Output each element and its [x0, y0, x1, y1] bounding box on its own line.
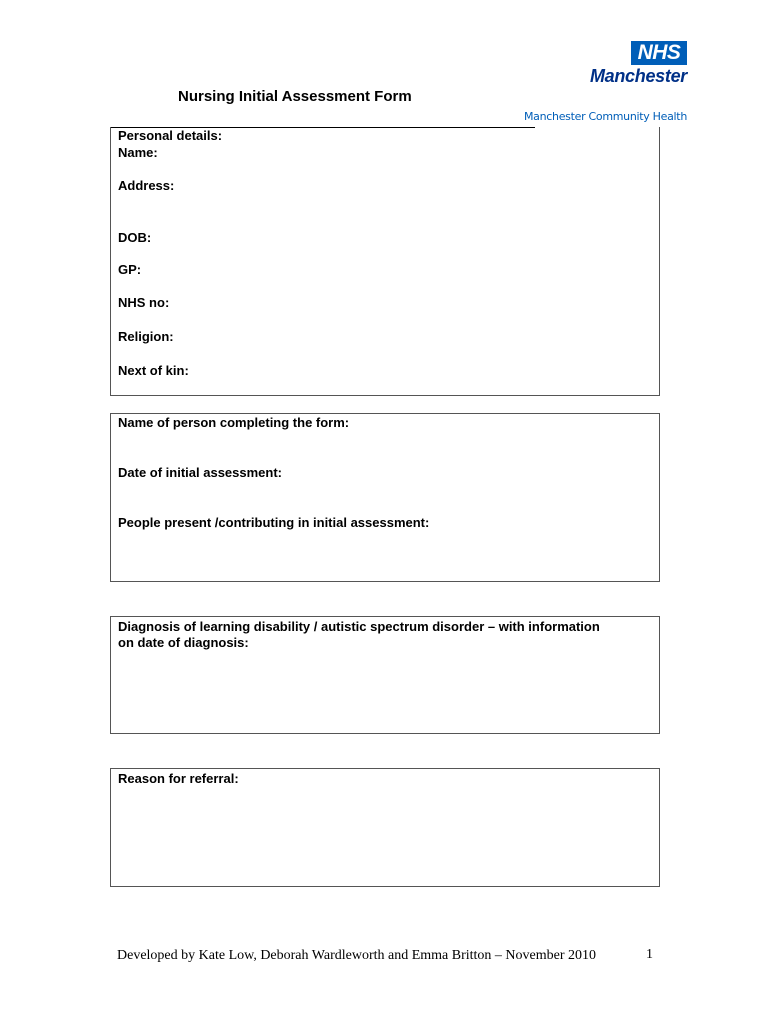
religion-field-label: Religion: — [118, 329, 174, 344]
address-field-label: Address: — [118, 178, 175, 193]
people-present-label: People present /contributing in initial assessment: — [118, 515, 430, 530]
assessment-date-label: Date of initial assessment: — [118, 465, 282, 480]
personal-details-section — [110, 127, 660, 396]
logo-subtitle: Manchester Community Health — [523, 110, 687, 123]
diagnosis-label: Diagnosis of learning disability / autistic spectrum disorder – with information on date of diagnosis: — [118, 619, 600, 650]
dob-field-label: DOB: — [118, 230, 152, 245]
personal-details-heading: Personal details: — [118, 128, 223, 143]
logo-city: Manchester — [589, 66, 687, 86]
page-number: 1 — [646, 947, 653, 962]
footer-credit: Developed by Kate Low, Deborah Wardleworth and Emma Britton – November 2010 — [117, 948, 597, 963]
gp-field-label: GP: — [118, 262, 142, 277]
name-field-label: Name: — [118, 145, 158, 160]
diagnosis-section — [110, 616, 660, 734]
assessment-info-section — [110, 413, 660, 582]
next-of-kin-field-label: Next of kin: — [118, 363, 189, 378]
nhs-number-field-label: NHS no: — [118, 295, 170, 310]
referral-label: Reason for referral: — [118, 771, 239, 786]
referral-section — [110, 768, 660, 887]
nhs-logo-mark: NHS — [631, 41, 687, 65]
form-title: Nursing Initial Assessment Form — [178, 88, 412, 105]
completed-by-label: Name of person completing the form: — [118, 415, 350, 430]
